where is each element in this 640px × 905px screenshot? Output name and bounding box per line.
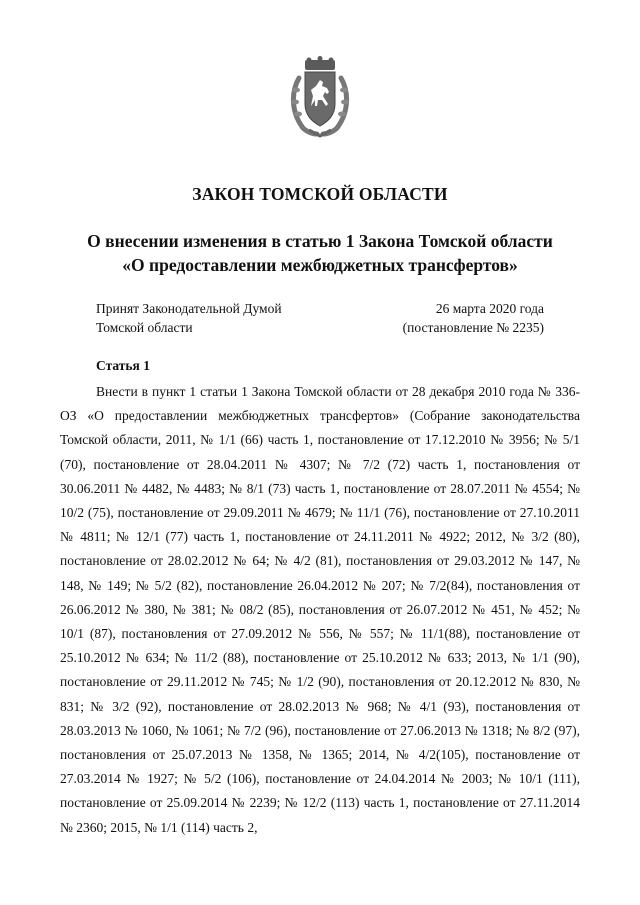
adoption-date: 26 марта 2020 года	[435, 301, 544, 316]
tomsk-region-coat-of-arms-icon	[289, 56, 351, 138]
law-subtitle	[60, 229, 580, 277]
law-subtitle-line-2: «О предоставлении межбюджетных трансфертов»	[122, 255, 518, 275]
law-title: ЗАКОН ТОМСКОЙ ОБЛАСТИ	[192, 184, 448, 204]
adopted-by-block	[96, 299, 282, 337]
resolution-number: (постановление № 2235)	[402, 320, 544, 335]
article-heading: Статья 1	[96, 358, 150, 373]
adopted-by-line-1: Принят Законодательной Думой	[96, 301, 282, 316]
adoption-date-block	[403, 299, 544, 337]
article-body-text: Внести в пункт 1 статьи 1 Закона Томской области от 28 декабря 2010 года № 336-ОЗ «О предоставлении межбюджетных трансфертов» (Собрание законодательства Томской области, 2011, № 1/1 (66) часть 1, постановление от 17.12.2010 № 3956; № 5/1 (70), постановление от 28.04.2011 № 4307; № 7/2 (72) часть 1, постановления от 30.06.2011 № 4482, № 4483; № 8/1 (73) часть 1, постановление от 28.07.2011 № 4554; № 10/2 (75), постановление от 29.09.2011 № 4679; № 11/1 (76), постановление от 27.10.2011 № 4811; № 12/1 (77) часть 1, постановление от 24.11.2011 № 4922; 2012, № 3/2 (80), постановление от 28.02.2012 № 64; № 4/2 (81), постановления от 29.03.2012 № 147, № 148, № 149; № 5/2 (82), постановление 26.04.2012 № 207; № 7/2(84), постановления от 26.06.2012 № 380, № 381; № 08/2 (85), постановления от 26.07.2012 № 451, № 452; № 10/1 (87), постановления от 27.09.2012 № 556, № 557; № 11/1(88), постановление от 25.10.2012 № 634; № 11/2 (88), постановление от 25.10.2012 № 633; 2013, № 1/1 (90), постановление от 29.11.2012 № 745; № 1/2 (90), постановления от 20.12.2012 № 830, № 831; № 3/2 (92), постановление от 28.02.2013 № 968; № 4/1 (93), постановления от 28.03.2013 № 1060, № 1061; № 7/2 (96), постановление от 27.06.2013 № 1318; № 8/2 (97), постановления от 25.07.2013 № 1358, № 1365; 2014, № 4/2(105), постановление от 27.03.2014 № 1927; № 5/2 (106), постановление от 24.04.2014 № 2003; № 10/1 (111), постановление от 25.09.2014 № 2239; № 12/2 (113) часть 1, постановление от 27.11.2014 № 2360; 2015, № 1/1 (114) часть 2,	[60, 384, 580, 835]
law-subtitle-line-1: О внесении изменения в статью 1 Закона Томской области	[87, 231, 553, 251]
adopted-by-line-2: Томской области	[96, 320, 193, 335]
